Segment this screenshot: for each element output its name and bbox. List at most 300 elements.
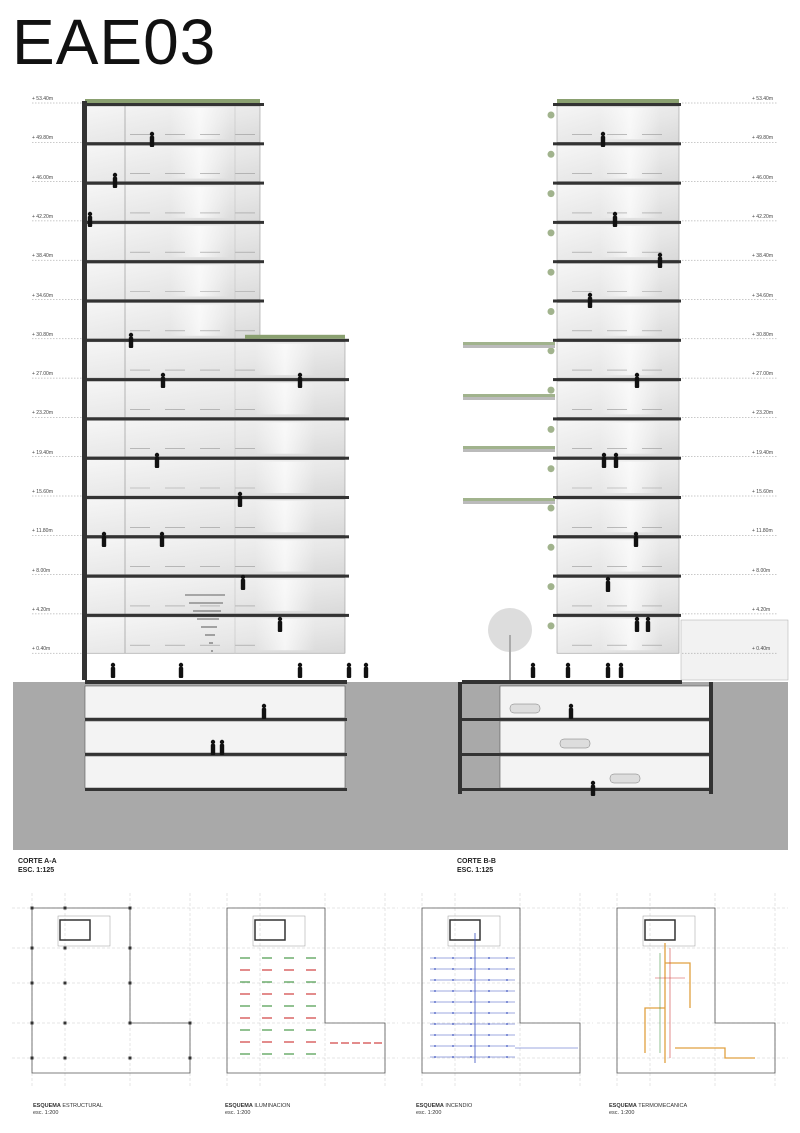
person-head [588,293,592,297]
sprinkler-head [488,957,490,959]
sprinkler-head [506,1034,508,1036]
column [129,907,132,910]
person-head [238,492,242,496]
column [189,1057,192,1060]
level-label: + 30.80m [32,331,53,338]
plan-termomecanica [595,888,790,1093]
plan-estructural [10,888,205,1093]
level-label: + 42.20m [752,213,773,220]
scheme-caption-estructural [33,1103,103,1117]
person-body [88,216,92,227]
level-label: + 53.40m [32,96,53,102]
person-head [531,663,535,667]
hvac-pipe [655,948,685,1058]
level-label: + 27.00m [752,371,773,378]
floor-slab [85,457,349,460]
sprinkler-head [434,1056,436,1058]
person-head [298,373,302,377]
column [64,907,67,910]
level-label: + 4.20m [32,606,51,613]
light-beam [255,422,315,453]
sprinkler-head [470,1012,472,1014]
facade-plant [548,112,555,119]
basement-slab [85,718,347,721]
person-head [102,532,106,536]
patio-plants [463,498,555,501]
floor-slab [553,339,681,342]
scheme-name: ESQUEMA [609,1103,637,1109]
person-body [635,377,639,388]
person-head [155,453,159,457]
column [64,1057,67,1060]
person-body [298,377,302,388]
hvac-duct [645,943,755,1063]
sprinkler-head [452,957,454,959]
person-head [606,663,610,667]
core-wall [82,101,87,680]
person-body [179,667,183,678]
section-b-scale: ESC. 1:125 [457,867,494,874]
person-body [588,297,592,308]
floor-slab [85,260,264,263]
person-head [88,212,92,216]
person-body [347,667,351,678]
sprinkler-head [452,1001,454,1003]
person-head [179,663,183,667]
person-body [634,536,638,547]
column [189,1022,192,1025]
scheme-name: ESQUEMA [225,1103,253,1109]
sprinkler-head [452,1045,454,1047]
facade-plant [548,151,555,158]
sprinkler-head [452,1023,454,1025]
floor-slab [553,575,681,578]
person-head [635,373,639,377]
person-head [161,373,165,377]
person-body [566,667,570,678]
sprinkler-head [488,990,490,992]
facade-plant [548,583,555,590]
floor-slab [85,496,349,499]
level-label: + 11.80m [32,528,53,535]
floor-outline [32,908,190,1073]
light-beam [255,344,315,375]
floor-slab [553,300,681,303]
sprinkler-head [470,1045,472,1047]
section-b-title: CORTE B-B [457,858,496,865]
light-beam [600,462,660,493]
facade-plant [548,308,555,315]
facade-plant [548,347,555,354]
level-label: + 23.20m [752,410,773,417]
level-label: + 8.00m [752,567,771,574]
floor-slab [553,103,681,106]
plan-incendio [400,888,595,1093]
person-body [113,177,117,188]
basement-slab [85,753,347,756]
floor-slab [553,182,681,185]
scheme-type: ESTRUCTURAL [62,1103,103,1109]
facade-plant [548,465,555,472]
light-beam [600,226,660,257]
facade-plant [548,269,555,276]
person-body [635,621,639,632]
terrace-garden [245,335,345,339]
patio-terrace [463,449,555,452]
column [129,1057,132,1060]
column [64,1022,67,1025]
sprinkler-head [470,990,472,992]
light-beam [255,462,315,493]
person-body [606,667,610,678]
sprinkler-head [488,1056,490,1058]
light-beam [255,580,315,611]
sprinkler-head [452,968,454,970]
sprinkler-head [434,957,436,959]
sprinkler-head [506,990,508,992]
sprinkler-head [488,979,490,981]
light-beam [170,187,230,218]
column [31,982,34,985]
column [64,982,67,985]
person-head [566,663,570,667]
retaining-wall [709,682,713,794]
person-body [160,536,164,547]
patio-plants [463,446,555,449]
scheme-caption-termomecanica [609,1103,687,1117]
level-label: + 34.60m [752,292,773,299]
person-head [278,617,282,621]
sprinkler-head [434,968,436,970]
ground-slab [462,680,682,684]
scheme-type: INCENDIO [445,1103,473,1109]
basement-slab [85,788,347,791]
person-body [364,667,368,678]
core [255,920,285,940]
light-beam [255,383,315,414]
level-label: + 15.60m [32,489,53,495]
facade-plant [548,229,555,236]
sprinkler-head [470,1001,472,1003]
level-label: + 46.00m [32,174,53,181]
basement-slab [460,718,712,721]
sprinkler-head [434,1001,436,1003]
facade-plant [548,622,555,629]
floor-slab [553,496,681,499]
person-body [161,377,165,388]
level-label: + 49.80m [752,135,773,142]
ground-slab [85,680,347,684]
level-label: + 42.20m [32,213,53,220]
core [60,920,90,940]
sprinkler-head [506,957,508,959]
person-body [238,496,242,507]
column [129,982,132,985]
person-head [602,453,606,457]
patio-plants [463,342,555,345]
person-head [211,740,215,744]
person-head [129,333,133,337]
light-beam [255,619,315,650]
sprinkler-head [506,979,508,981]
car [560,739,590,748]
sprinkler-head [488,1001,490,1003]
section-b-caption [457,857,496,875]
basement-slab [460,788,712,791]
section-a-scale: ESC. 1:125 [18,867,55,874]
level-label: + 15.60m [752,489,773,495]
person-head [635,617,639,621]
light-beam [600,108,660,139]
basement-level [500,756,710,788]
core [450,920,480,940]
person-body [278,621,282,632]
person-head [614,453,618,457]
sprinkler-head [488,1023,490,1025]
facade-plant [548,544,555,551]
roof-garden [85,99,260,103]
facade-plant [548,505,555,512]
person-head [241,575,245,579]
annex [681,620,788,680]
person-head [619,663,623,667]
car [610,774,640,783]
patio-terrace [463,501,555,504]
person-body [531,667,535,678]
person-head [220,740,224,744]
scheme-type: TERMOMECANICA [638,1103,688,1109]
person-head [111,663,115,667]
sprinkler-head [452,1056,454,1058]
floor-slab [85,182,264,185]
floor-slab [553,378,681,381]
section-a-caption [18,857,57,875]
sprinkler-head [488,1012,490,1014]
person-head [591,781,595,785]
floor-slab [85,535,349,538]
level-label: + 11.80m [752,528,773,535]
floor-slab [85,142,264,145]
person-head [150,132,154,136]
sprinkler-head [452,1012,454,1014]
level-label: + 19.40m [752,449,773,456]
basement-slab [460,753,712,756]
floor-slab [85,417,349,420]
column [31,1057,34,1060]
floor-slab [553,142,681,145]
sprinkler-head [506,1012,508,1014]
level-label: + 0.40m [32,646,51,653]
core [645,920,675,940]
sprinkler-head [470,1023,472,1025]
level-label: + 4.20m [752,606,771,613]
level-label: + 46.00m [752,174,773,181]
plan-iluminacion [205,888,400,1093]
person-head [364,663,368,667]
person-body [601,136,605,147]
roof-garden [557,99,679,103]
person-body [155,457,159,468]
facade-plant [548,387,555,394]
light-beam [255,501,315,532]
level-label: + 23.20m [32,410,53,417]
level-label: + 49.80m [32,135,53,142]
floor-slab [85,339,349,342]
facade-plant [548,426,555,433]
person-head [606,577,610,581]
person-body [129,337,133,348]
person-body [262,708,266,719]
floor-slab [85,103,264,106]
patio-terrace [463,345,555,348]
level-label: + 38.40m [752,253,773,260]
person-body [111,667,115,678]
light-beam [600,540,660,571]
basement-level [500,721,710,753]
scheme-caption-iluminacion [225,1103,290,1117]
person-body [241,579,245,590]
scheme-type: ILUMINACION [254,1103,291,1109]
person-body [658,257,662,268]
sprinkler-head [434,1045,436,1047]
sprinkler-head [470,957,472,959]
person-head [646,617,650,621]
person-head [569,704,573,708]
person-body [591,785,595,796]
retaining-wall [458,682,462,794]
scheme-caption-incendio [416,1103,472,1117]
sprinkler-head [488,1034,490,1036]
scheme-scale: esc. 1:200 [416,1110,442,1116]
person-head [613,212,617,216]
light-beam [600,383,660,414]
person-body [569,708,573,719]
column [129,947,132,950]
light-beam [170,147,230,178]
person-head [298,663,302,667]
sprinkler-head [470,979,472,981]
scheme-name: ESQUEMA [33,1103,61,1109]
sprinkler-head [452,1034,454,1036]
sprinkler-head [506,1023,508,1025]
light-beam [600,147,660,178]
level-label: + 27.00m [32,371,53,378]
sprinkler-head [434,1023,436,1025]
scheme-scale: esc. 1:200 [225,1110,251,1116]
person-head [658,253,662,257]
sprinkler-head [452,990,454,992]
patio-plants [463,394,555,397]
sprinkler-head [434,1012,436,1014]
person-body [619,667,623,678]
sprinkler-head [470,1056,472,1058]
person-body [220,744,224,755]
person-body [150,136,154,147]
person-body [613,216,617,227]
person-body [602,457,606,468]
floor-outline [227,908,385,1073]
level-label: + 38.40m [32,253,53,260]
level-label: + 53.40m [752,96,773,102]
light-beam [600,619,660,650]
column [64,947,67,950]
sprinkler-head [434,1034,436,1036]
sprinkler-head [488,968,490,970]
section-a-drawing [82,99,349,791]
light-beam [170,265,230,296]
floor-slab [553,417,681,420]
light-beam [170,108,230,139]
scheme-scale: esc. 1:200 [33,1110,59,1116]
person-body [102,536,106,547]
person-head [601,132,605,136]
person-head [347,663,351,667]
floor-slab [553,535,681,538]
person-body [298,667,302,678]
sprinkler-head [434,990,436,992]
light-beam [600,501,660,532]
level-label: + 30.80m [752,331,773,338]
building-sections [0,90,800,850]
car [510,704,540,713]
light-beam [600,344,660,375]
sprinkler-head [452,979,454,981]
person-body [614,457,618,468]
person-head [160,532,164,536]
light-beam [255,540,315,571]
level-label: + 8.00m [32,567,51,574]
light-beam [170,305,230,336]
sprinkler-head [470,968,472,970]
section-a-title: CORTE A-A [18,858,57,865]
light-beam [170,226,230,257]
sprinkler-head [506,1056,508,1058]
column [31,907,34,910]
scheme-name: ESQUEMA [416,1103,444,1109]
light-beam [600,187,660,218]
sprinkler-head [506,1045,508,1047]
floor-slab [553,614,681,617]
light-beam [600,422,660,453]
person-body [211,744,215,755]
scheme-scale: esc. 1:200 [609,1110,635,1116]
sprinkler-head [470,1034,472,1036]
sheet-title: EAE03 [12,6,217,78]
level-label: + 34.60m [32,292,53,299]
sprinkler-head [434,979,436,981]
light-beam [600,305,660,336]
floor-slab [85,221,264,224]
person-head [113,173,117,177]
floor-slab [85,378,349,381]
floor-slab [85,575,349,578]
level-label: + 19.40m [32,449,53,456]
sprinkler-head [506,1001,508,1003]
person-head [634,532,638,536]
sprinkler-head [488,1045,490,1047]
person-head [262,704,266,708]
column [31,947,34,950]
basement-level [85,686,345,718]
column [31,1022,34,1025]
floor-slab [85,300,264,303]
person-body [646,621,650,632]
sprinkler-head [506,968,508,970]
column [129,1022,132,1025]
patio-terrace [463,397,555,400]
person-body [606,581,610,592]
floor-slab [85,614,349,617]
